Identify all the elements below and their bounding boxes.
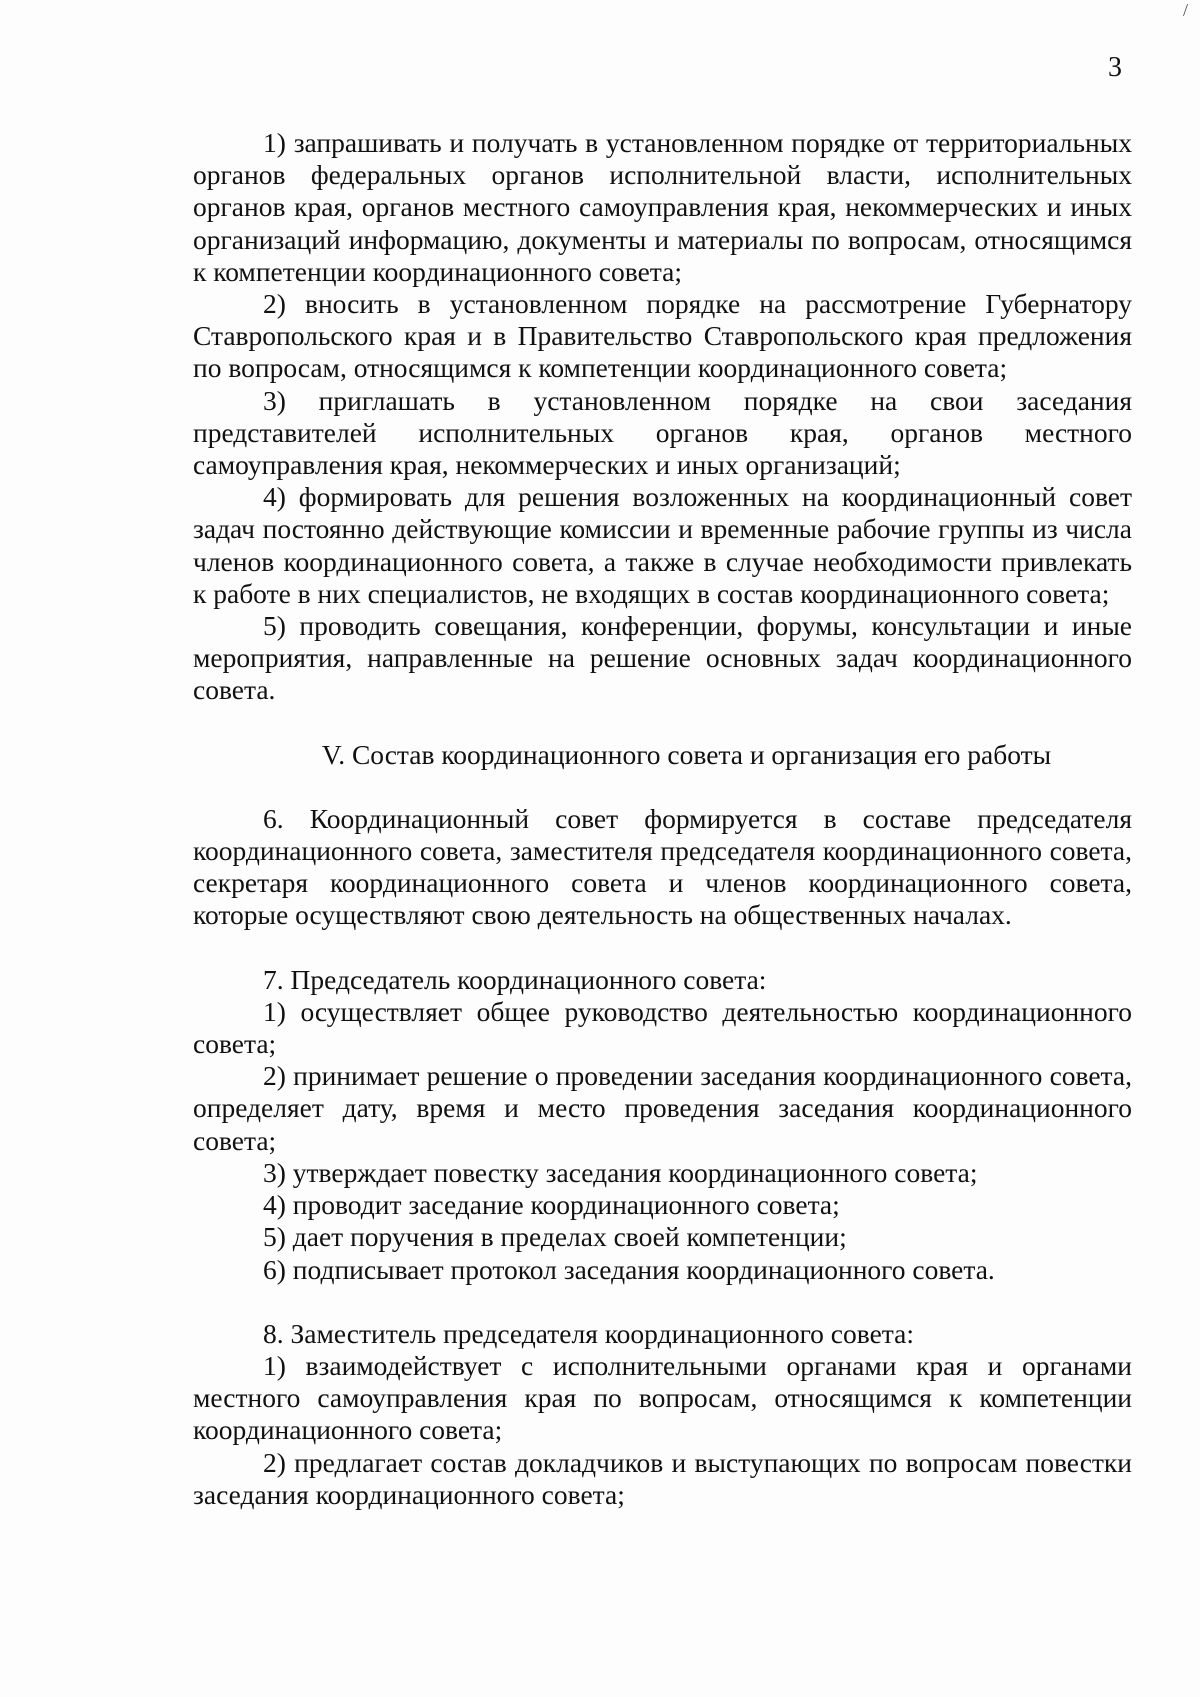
chair-duty-1: 1) осуществляет общее руководство деятельностью координационного совета; (193, 995, 1132, 1060)
rights-item-4: 4) формировать для решения возложенных на координационный совет задач постоянно действующие комиссии и временные рабочие группы из числа членов координационного совета, а также в случае необходимости привлекать к работе в них специалистов, не входящих в состав координационного совета; (193, 481, 1132, 609)
spacer (193, 771, 1132, 803)
deputy-duty-2: 2) предлагает состав докладчиков и выступающих по вопросам повестки заседания координационного совета; (193, 1446, 1132, 1510)
chair-duty-2: 2) принимает решение о проведении заседания координационного совета, определяет дату, время и место проведения заседания координационного совета; (193, 1060, 1132, 1156)
spacer (193, 932, 1132, 964)
rights-item-5: 5) проводить совещания, конференции, форумы, консультации и иные мероприятия, направленные на решение основных задач координационного совета. (193, 610, 1132, 706)
rights-item-1: 1) запрашивать и получать в установленном порядке от территориальных органов федеральных органов исполнительной власти, исполнительных органов края, органов местного самоуправления края, некоммерческих и иных организаций информацию, документы и материалы по вопросам, относящимся к компетенции координационного совета; (193, 127, 1132, 287)
chair-duty-3: 3) утверждает повестку заседания координационного совета; (263, 1156, 978, 1188)
spacer (193, 707, 1132, 739)
paragraph-6: 6. Координационный совет формируется в составе председателя координационного совета, заместителя председателя координационного совета, секретаря координационного совета и членов координационного совета, которые осуществляют свою деятельность на общественных началах. (193, 802, 1132, 931)
section-heading: V. Состав координационного совета и организация его работы (321, 738, 1052, 770)
spacer (193, 1286, 1132, 1318)
chair-duty-6: 6) подписывает протокол заседания координационного совета. (263, 1253, 995, 1285)
paragraph-8-title: 8. Заместитель председателя координационного совета: (263, 1317, 914, 1349)
rights-item-2: 2) вносить в установленном порядке на рассмотрение Губернатору Ставропольского края и в Правительство Ставропольского края предложения по вопросам, относящимся к компетенции координационного совета; (193, 288, 1132, 384)
chair-duty-4: 4) проводит заседание координационного совета; (263, 1189, 840, 1221)
chair-duty-5: 5) дает поручения в пределах своей компетенции; (263, 1221, 847, 1253)
corner-mark: / (1183, 0, 1189, 20)
deputy-duty-1: 1) взаимодействует с исполнительными органами края и органами местного самоуправления края по вопросам, относящимся к компетенции координационного совета; (193, 1349, 1132, 1446)
paragraph-7-title: 7. Председатель координационного совета: (263, 963, 767, 995)
page-number: 3 (1108, 52, 1122, 83)
rights-item-3: 3) приглашать в установленном порядке на свои заседания представителей исполнительных органов края, органов местного самоуправления края, некоммерческих и иных организаций; (193, 384, 1132, 481)
document-body (193, 127, 1132, 1511)
